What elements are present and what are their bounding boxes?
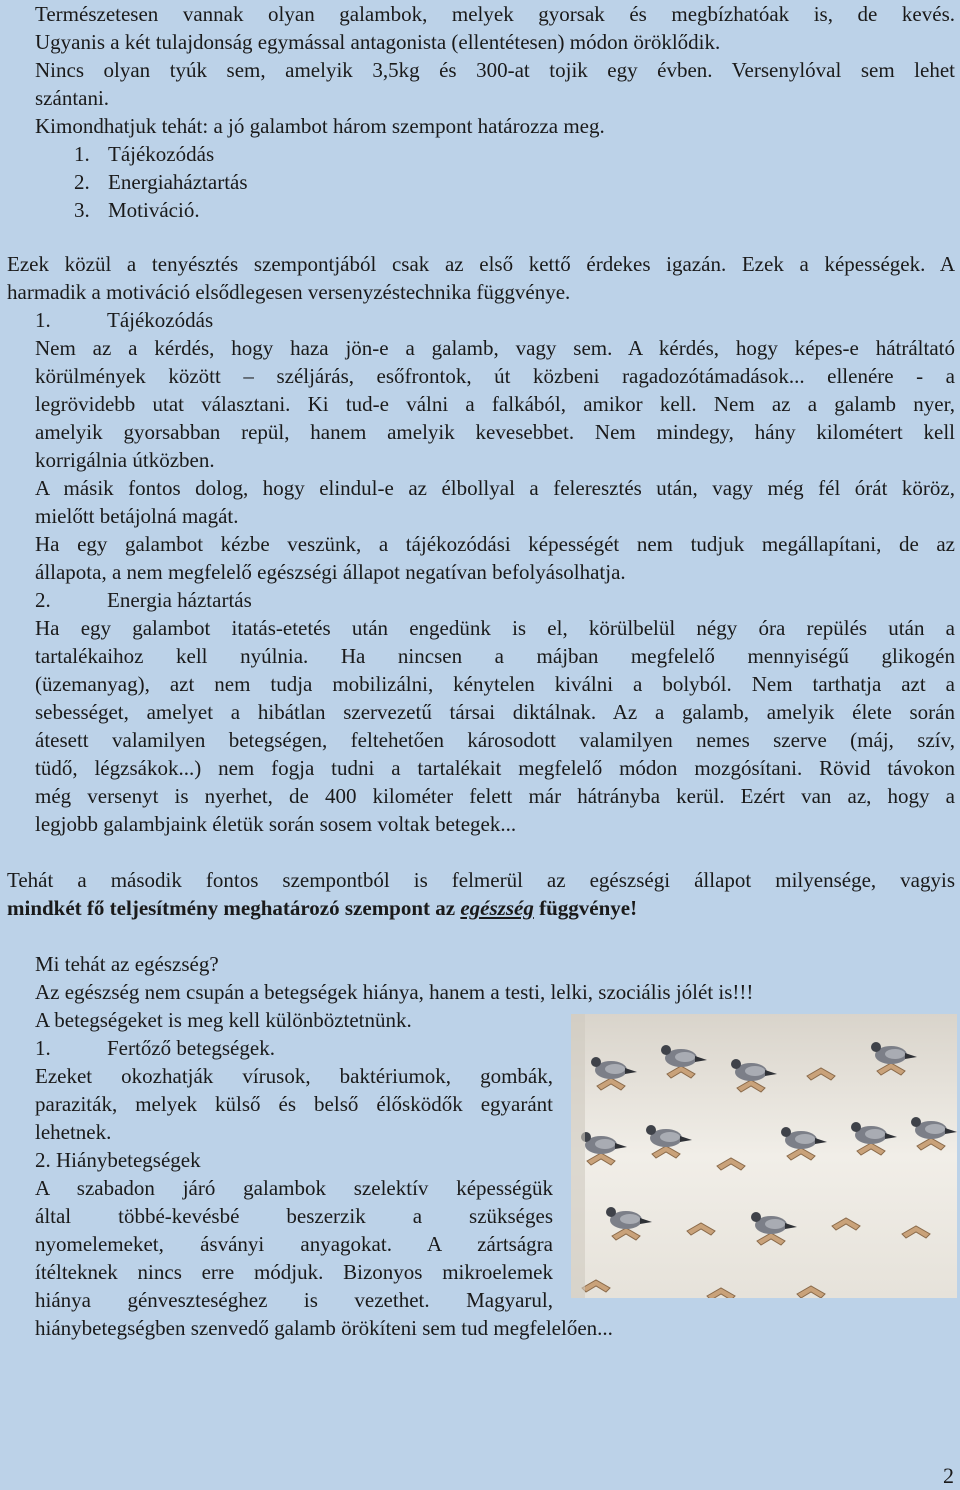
health-definition: Mi tehát az egészség? Az egészség nem csupán a betegségek hiánya, hanem a testi, lelki, szociális jólét is!!! A betegségeket is meg kell különböztetnünk. 1. Fertőző betegségek. bbox=[35, 950, 955, 1062]
intro-line: Kimondhatjuk tehát: a jó galambot három szempont határozza meg. bbox=[35, 114, 605, 138]
conclusion-bold: mindkét fő teljesítmény meghatározó szempont az egészség függvénye! bbox=[7, 896, 638, 920]
pigeons-on-perches-photo bbox=[571, 1014, 957, 1298]
emphasis-word: egészség bbox=[460, 896, 534, 920]
criteria-list bbox=[74, 140, 474, 224]
intro-paragraph bbox=[35, 0, 955, 140]
page-number: 2 bbox=[943, 1463, 954, 1488]
intro-line: Ugyanis a két tulajdonság egymással antagonista (ellentétesen) módon öröklődik. bbox=[35, 30, 721, 54]
section-energy: 2. Energia háztartás Ha egy galambot itatás-etetés után engedünk is el, körülbelül négy óra repülés után a tartalékaihoz kell nyúlnia. Ha nincsen a májban megfelelő mennyiségű glikogén (üzemanyag), azt nem tudja mobilizálni, kénytelen kiválni a bolyból. Nem tarthatja azt a sebességet, amelyet a hibátlan szervezetű társai diktálnak. Az a galamb, amelyik élete során átesett valamilyen betegségen, feltehetően károsodott valamilyen nemes szerve (máj, szív, tüdő, légzsákok...) nem fogja tudni a tartalékait megfelelő módon mozgósítani. Rövid távokon még versenyt is nyerhet, de 400 kilométer felett már hátrányba kerül. Ezért van az, hogy a legjobb galambjaink életük során sosem voltak betegek... bbox=[35, 588, 955, 836]
intro-line: Természetesen vannak olyan galambok, melyek gyorsak és megbízhatóak is, de kevés. bbox=[35, 2, 955, 26]
section-heading: 2. Hiánybetegségek bbox=[35, 1148, 201, 1172]
photo-illustration bbox=[571, 1014, 957, 1298]
section-heading: 2. Energia háztartás bbox=[35, 588, 252, 612]
conclusion-paragraph: Tehát a második fontos szempontból is felmerül az egészségi állapot milyensége, vagyis mindkét fő teljesítmény meghatározó szempont az egészség függvénye! bbox=[7, 868, 955, 920]
list-item: 3. Motiváció. bbox=[74, 198, 200, 222]
last-line: hiánybetegségben szenvedő galamb örökíteni sem tud megfelelően... bbox=[35, 1316, 613, 1340]
intro-line: szántani. bbox=[35, 86, 110, 110]
section-orientation: 1. Tájékozódás Nem az a kérdés, hogy haza jön-e a galamb, vagy sem. A kérdés, hogy képes-e hátráltató körülmények között – széljárás, esőfrontok, út közbeni ragadozótámadások... ellenére - a legrövidebb utat választani. Ki tud-e válni a falkából, amikor kell. Nem az a galamb nyer, amelyik gyorsabban repül, hanem amelyik kevesebbet. Nem mindegy, hány kilométert kell korrigálnia útközben. A másik fontos dolog, hogy elindul-e az élbollyal a feleresztés után, vagy még fél órát köröz, mielőtt betájolná magát. Ha egy galambot kézbe veszünk, a tájékozódási képességét nem tudjuk megállapítani, de az állapota, a nem megfelelő egészségi állapot negatívan befolyásolhatja. bbox=[35, 308, 955, 584]
intro-line: Nincs olyan tyúk sem, amelyik 3,5kg és 300-at tojik egy évben. Versenylóval sem lehet bbox=[35, 58, 955, 82]
selection-paragraph: Ezek közül a tenyésztés szempontjából csak az első kettő érdekes igazán. Ezek a képességek. A harmadik a motiváció elsődlegesen versenyzéstechnika függvénye. bbox=[7, 252, 955, 304]
section-heading: 1. Fertőző betegségek. bbox=[35, 1036, 275, 1060]
list-item: 1. Tájékozódás bbox=[74, 142, 215, 166]
section-heading: 1. Tájékozódás bbox=[35, 308, 214, 332]
list-item: 2. Energiaháztartás bbox=[74, 170, 248, 194]
disease-column: Ezeket okozhatják vírusok, baktériumok, gombák, paraziták, melyek külső és belső élősködők egyaránt lehetnek. 2. Hiánybetegségek A szabadon járó galambok szelektív képességük által többé-kevésbé beszerzik a szükséges nyomelemeket, ásványi anyagokat. A zártságra ítélteknek nincs erre módjuk. Bizonyos mikroelemek hiánya génveszteséghez is vezethet. Magyarul, bbox=[35, 1064, 553, 1312]
